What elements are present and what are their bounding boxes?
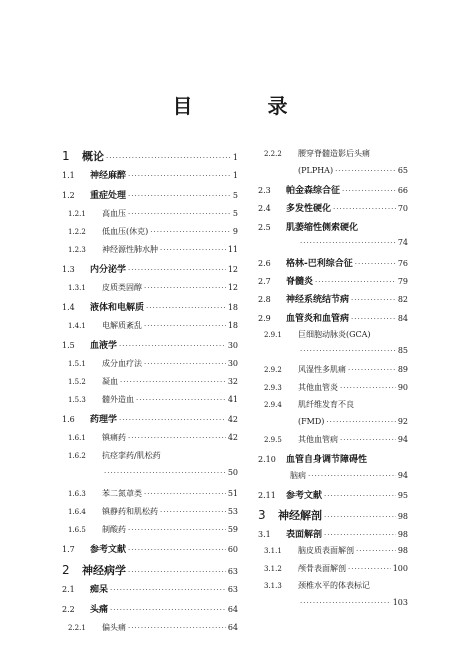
toc-entry-title: 神经解剖 <box>278 508 322 522</box>
toc-leader-dots <box>315 278 396 286</box>
toc-entry-title: 参考文献 <box>90 545 127 555</box>
toc-entry-number: 2.10 <box>258 455 276 465</box>
toc-entry-number: 1.4.1 <box>68 322 86 330</box>
toc-entry-page: 18 <box>227 321 238 330</box>
toc-entry-page: 92 <box>397 416 408 426</box>
toc-entry-number: 1.6.2 <box>68 452 86 460</box>
toc-entry-page: 1 <box>232 171 238 180</box>
toc-entry <box>258 399 408 417</box>
toc-entry-title: 参考文献 <box>286 491 323 502</box>
toc-entry-number: 1.5.1 <box>68 360 86 368</box>
toc-entry-number: 1.4 <box>62 303 75 312</box>
toc-entry <box>62 208 238 226</box>
toc-entry-title: 内分泌学 <box>90 265 127 275</box>
toc-leader-dots <box>128 266 226 274</box>
toc-entry <box>258 329 408 347</box>
toc-leader-dots <box>104 469 226 477</box>
toc-leader-dots <box>300 347 396 355</box>
toc-entry <box>62 262 238 282</box>
toc-leader-dots <box>324 513 396 521</box>
toc-leader-dots <box>120 378 226 386</box>
toc-entry <box>258 527 408 545</box>
toc-entry-page: 51 <box>227 489 238 498</box>
toc-entry <box>258 364 408 382</box>
toc-entry-title: 神经系统结节病 <box>286 295 350 306</box>
toc-leader-dots <box>128 172 231 180</box>
toc-entry <box>258 434 408 452</box>
toc-entry-page: 89 <box>397 365 408 375</box>
toc-leader-dots <box>128 210 231 218</box>
toc-entry-number: 2.9.2 <box>264 366 282 375</box>
toc-entry <box>62 320 238 338</box>
toc-entry-number: 2.2.2 <box>264 150 282 158</box>
toc-entry-title: 制酸药 <box>102 525 126 534</box>
toc-entry-title: 概论 <box>82 150 104 163</box>
toc-entry <box>258 598 408 616</box>
toc-entry-title: 镇静药和肌松药 <box>102 507 158 516</box>
toc-entry <box>62 300 238 320</box>
toc-leader-dots <box>340 384 396 392</box>
toc-entry-title: 成分血疗法 <box>102 359 142 368</box>
toc-leader-dots <box>300 599 391 607</box>
toc-entry-page: 5 <box>232 209 238 218</box>
toc-leader-dots <box>136 396 226 404</box>
toc-entry-title: 重症处理 <box>90 191 127 201</box>
toc-entry-title: 脑皮质表面解剖 <box>298 545 354 555</box>
toc-entry-title: (PLPHA) <box>298 165 334 175</box>
toc-entry-number: 2.9.4 <box>264 401 282 410</box>
toc-entry-number: 1.2 <box>62 191 75 200</box>
toc-entry <box>258 563 408 581</box>
toc-entry-page: 12 <box>227 283 238 292</box>
toc-entry-number: 1.3.1 <box>68 284 86 292</box>
toc-entry-number: 2.9 <box>258 313 271 323</box>
toc-entry <box>62 282 238 300</box>
toc-entry-title: 神经病学 <box>82 564 126 577</box>
toc-entry-page: 98 <box>397 545 408 555</box>
toc-entry-title: 多发性硬化 <box>286 204 332 215</box>
toc-entry <box>62 562 238 582</box>
toc-leader-dots <box>144 490 226 498</box>
toc-entry-title: 脊髓炎 <box>286 276 314 287</box>
toc-leader-dots <box>351 296 396 304</box>
toc-entry <box>258 256 408 274</box>
toc-entry-page: 70 <box>397 204 408 214</box>
toc-entry <box>258 382 408 400</box>
toc-leader-dots <box>150 228 231 236</box>
toc-leader-dots <box>128 434 226 442</box>
toc-entry <box>258 220 408 238</box>
toc-entry-title: 痴呆 <box>90 585 109 595</box>
toc-leader-dots <box>355 260 396 268</box>
toc-right-column <box>258 148 408 615</box>
toc-entry-title: 偏头痛 <box>102 623 126 632</box>
toc-entry-title: 肌萎缩性侧索硬化 <box>286 222 359 233</box>
toc-entry <box>258 311 408 329</box>
toc-entry-page: 11 <box>227 245 238 254</box>
toc-entry-page: 30 <box>227 341 238 350</box>
toc-leader-dots <box>340 436 396 444</box>
toc-entry <box>258 166 408 184</box>
toc-entry <box>258 545 408 563</box>
toc-entry <box>258 346 408 364</box>
toc-entry-number: 1.2.1 <box>68 210 86 218</box>
toc-entry <box>62 432 238 450</box>
toc-entry-page: 18 <box>227 303 238 312</box>
toc-leader-dots <box>128 568 226 576</box>
toc-entry-title: 肌纤维发育不良 <box>298 400 354 410</box>
toc-entry-number: 3.1.1 <box>264 546 282 555</box>
toc-entry-title: 帕金森综合征 <box>286 186 341 197</box>
toc-entry-page: 32 <box>227 377 238 386</box>
toc-leader-dots <box>110 586 226 594</box>
toc-leader-dots <box>348 366 396 374</box>
toc-entry <box>258 183 408 201</box>
toc-entry-page: 103 <box>392 597 408 607</box>
toc-leader-dots <box>146 304 226 312</box>
toc-entry-page: 66 <box>397 186 408 196</box>
toc-entry-title: 高血压 <box>102 209 126 218</box>
toc-entry-title: 电解质紊乱 <box>102 321 142 330</box>
toc-entry-number: 2.5 <box>258 222 271 232</box>
toc-entry-page: 9 <box>232 227 238 236</box>
toc-entry-page: 98 <box>397 511 408 521</box>
toc-entry-title: 神经麻醉 <box>90 171 127 181</box>
toc-leader-dots <box>110 606 226 614</box>
toc-entry-number: 2.3 <box>258 186 271 196</box>
toc-entry <box>258 201 408 219</box>
toc-entry <box>258 452 408 470</box>
toc-leader-dots <box>324 492 396 500</box>
toc-entry-number: 3 <box>258 507 266 522</box>
toc-entry-page: 50 <box>227 468 238 477</box>
toc-leader-dots <box>342 187 396 195</box>
toc-entry-title: 苯二氮䓬类 <box>102 489 142 498</box>
toc-leader-dots <box>324 531 396 539</box>
toc-entry-number: 1.2.3 <box>68 246 86 254</box>
toc-leader-dots <box>348 565 391 573</box>
toc-entry-page: 98 <box>397 529 408 539</box>
toc-entry-number: 3.1.3 <box>264 582 282 591</box>
toc-left-column <box>62 148 238 640</box>
toc-leader-dots <box>160 508 226 516</box>
toc-entry-number: 3.1.2 <box>264 564 282 573</box>
toc-entry <box>258 292 408 310</box>
toc-entry-title: 镇痛药 <box>102 433 126 442</box>
toc-leader-dots <box>144 322 226 330</box>
toc-entry <box>258 417 408 435</box>
toc-entry-number: 1.6.4 <box>68 508 86 516</box>
toc-leader-dots <box>308 472 396 480</box>
toc-entry <box>62 412 238 432</box>
toc-entry-number: 1.5.2 <box>68 378 86 386</box>
toc-entry <box>62 244 238 262</box>
toc-leader-dots <box>144 360 226 368</box>
toc-entry-title: 风湿性多肌痛 <box>298 365 346 375</box>
toc-entry <box>258 488 408 506</box>
page-title: 目 录 <box>172 94 322 118</box>
toc-entry-number: 1.6 <box>62 415 75 424</box>
toc-entry <box>62 376 238 394</box>
toc-leader-dots <box>335 167 396 175</box>
toc-entry <box>62 622 238 640</box>
toc-entry-number: 2.9.1 <box>264 330 282 339</box>
toc-entry-title: 腰穿脊髓造影后头痛 <box>298 149 370 158</box>
toc-entry-title: 颅骨表面解剖 <box>298 563 346 573</box>
toc-entry-page: 5 <box>232 191 238 200</box>
toc-entry-page: 94 <box>397 435 408 445</box>
toc-entry <box>62 168 238 188</box>
toc-entry-page: 82 <box>397 295 408 305</box>
toc-entry-page: 30 <box>227 359 238 368</box>
toc-entry-title: 抗痉挛药/肌松药 <box>102 451 161 460</box>
toc-leader-dots <box>351 315 396 323</box>
toc-entry-number: 2 <box>62 563 70 577</box>
toc-entry <box>62 188 238 208</box>
toc-entry <box>62 468 238 488</box>
toc-leader-dots <box>128 624 226 632</box>
toc-entry-page: 64 <box>227 623 238 632</box>
toc-entry-number: 2.8 <box>258 295 271 305</box>
toc-entry-title: 脑病 <box>290 471 306 481</box>
toc-entry-page: 95 <box>397 491 408 501</box>
toc-entry <box>62 524 238 542</box>
toc-entry-title: (FMD) <box>298 416 325 426</box>
toc-entry <box>258 470 408 488</box>
toc-entry-number: 1.2.2 <box>68 228 86 236</box>
toc-entry-page: 60 <box>227 545 238 554</box>
toc-entry-page: 90 <box>397 382 408 392</box>
toc-entry <box>258 148 408 166</box>
toc-entry-page: 12 <box>227 265 238 274</box>
toc-entry-title: 凝血 <box>102 377 118 386</box>
toc-entry-page: 63 <box>227 585 238 594</box>
toc-leader-dots <box>128 526 226 534</box>
toc-entry <box>62 450 238 468</box>
toc-entry-page: 74 <box>397 238 408 248</box>
toc-entry-number: 2.1 <box>62 585 75 594</box>
toc-leader-dots <box>144 284 226 292</box>
toc-entry-number: 1.5.3 <box>68 396 86 404</box>
toc-entry <box>62 338 238 358</box>
toc-entry-page: 85 <box>397 346 408 356</box>
toc-leader-dots <box>326 418 395 426</box>
toc-entry <box>62 394 238 412</box>
toc-entry-page: 53 <box>227 507 238 516</box>
toc-entry <box>258 274 408 292</box>
toc-entry-page: 79 <box>397 276 408 286</box>
toc-entry <box>62 582 238 602</box>
toc-entry-title: 其他血管炎 <box>298 382 338 392</box>
toc-entry-page: 41 <box>227 395 238 404</box>
toc-entry-title: 血液学 <box>90 341 118 351</box>
toc-leader-dots <box>356 547 396 555</box>
toc-leader-dots <box>119 416 226 424</box>
toc-entry-number: 1.6.1 <box>68 434 86 442</box>
toc-entry-title: 颈椎水平的体表标记 <box>298 581 370 591</box>
toc-entry-number: 2.7 <box>258 276 271 286</box>
toc-entry-title: 格林-巴利综合征 <box>286 258 353 269</box>
toc-entry-number: 2.6 <box>258 258 271 268</box>
toc-entry-title: 血管炎和血管病 <box>286 313 350 324</box>
toc-entry-number: 1.1 <box>62 171 75 180</box>
toc-entry-number: 1 <box>62 149 70 163</box>
toc-entry-page: 76 <box>397 258 408 268</box>
toc-entry-number: 2.9.3 <box>264 383 282 392</box>
toc-leader-dots <box>119 342 226 350</box>
toc-entry <box>62 148 238 168</box>
toc-entry-title: 巨细胞动脉炎(GCA) <box>298 329 371 339</box>
toc-leader-dots <box>128 546 226 554</box>
toc-entry-title: 髓外造血 <box>102 395 134 404</box>
toc-entry <box>62 602 238 622</box>
toc-entry-page: 100 <box>392 563 408 573</box>
toc-entry <box>62 542 238 562</box>
toc-entry-number: 2.9.5 <box>264 436 282 445</box>
toc-entry <box>62 506 238 524</box>
toc-entry-title: 皮质类固醇 <box>102 283 142 292</box>
toc-entry <box>258 238 408 256</box>
toc-entry-number: 2.2 <box>62 605 75 614</box>
toc-leader-dots <box>106 154 231 162</box>
toc-entry-title: 药理学 <box>90 415 118 425</box>
toc-entry-title: 头痛 <box>90 605 109 615</box>
toc-entry-number: 1.6.5 <box>68 526 86 534</box>
toc-entry-title: 神经源性肺水肿 <box>102 245 158 254</box>
toc-entry-title: 液体和电解质 <box>90 303 145 313</box>
toc-leader-dots <box>128 192 231 200</box>
toc-entry-title: 血管自身调节障碍性 <box>286 455 368 466</box>
toc-entry-page: 1 <box>232 153 238 162</box>
toc-entry-number: 2.11 <box>258 491 276 501</box>
toc-entry <box>62 226 238 244</box>
toc-entry-number: 1.3 <box>62 265 75 274</box>
toc-entry-number: 1.6.3 <box>68 490 86 498</box>
toc-entry <box>62 488 238 506</box>
toc-leader-dots <box>300 239 396 247</box>
toc-entry <box>258 580 408 598</box>
toc-entry <box>258 507 408 527</box>
toc-entry-page: 42 <box>227 433 238 442</box>
toc-entry-page: 59 <box>227 525 238 534</box>
toc-entry-number: 2.2.1 <box>68 624 86 632</box>
toc-entry-page: 64 <box>227 605 238 614</box>
toc-leader-dots <box>160 246 226 254</box>
toc-entry-title: 低血压(休克) <box>102 227 149 236</box>
toc-entry-page: 42 <box>227 415 238 424</box>
toc-entry-page: 65 <box>397 165 408 175</box>
toc-entry-number: 3.1 <box>258 529 271 539</box>
toc-entry-page: 63 <box>227 567 238 576</box>
toc-entry-number: 1.7 <box>62 545 75 554</box>
toc-entry-number: 2.4 <box>258 204 271 214</box>
toc-leader-dots <box>333 205 396 213</box>
toc-entry-title: 其他血管病 <box>298 435 338 445</box>
toc-entry-title: 表面解剖 <box>286 529 323 540</box>
toc-entry <box>62 358 238 376</box>
toc-entry-page: 84 <box>397 313 408 323</box>
toc-entry-number: 1.5 <box>62 341 75 350</box>
toc-entry-page: 94 <box>397 471 408 481</box>
